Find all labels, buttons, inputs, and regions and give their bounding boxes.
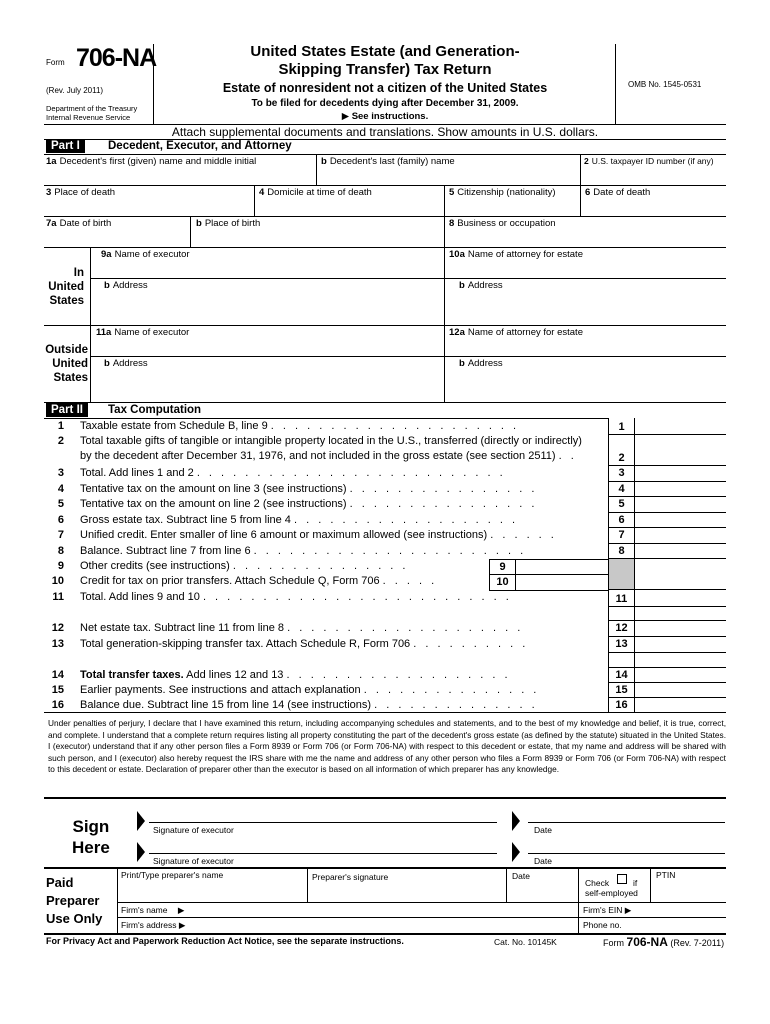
- foreign-attorney-address-input[interactable]: [448, 371, 724, 401]
- revision-date: (Rev. July 2011): [46, 86, 104, 95]
- check-label: Check: [585, 878, 610, 888]
- us-executor-address-input[interactable]: [94, 293, 442, 323]
- line-10-amount[interactable]: [517, 576, 607, 589]
- form-subtitle: Estate of nonresident not a citizen of the United States: [222, 81, 548, 95]
- line-11: 11 Total. Add lines 9 and 10 . . . . . . . . . . . . . . . . . . . . . . . . . .: [52, 591, 512, 603]
- firm-address-label: Firm's address ▶: [121, 920, 186, 930]
- firm-ein-label: Firm's EIN ▶: [583, 905, 632, 915]
- us-executor-name-input[interactable]: [94, 261, 442, 277]
- field-12a-label: 12a Name of attorney for estate: [449, 327, 583, 338]
- line-9: 9 Other credits (see instructions) . . . . . . . . . . . . . . .: [57, 560, 409, 572]
- executor-date-1[interactable]: [528, 808, 725, 822]
- box-num-14: 14: [615, 669, 628, 681]
- field-1a-label: 1a Decedent's first (given) name and middle initial: [46, 156, 257, 167]
- field-1b-label: b Decedent's last (family) name: [321, 156, 455, 167]
- field-12b-label: b Address: [459, 358, 503, 369]
- field-9b-label: b Address: [104, 280, 148, 291]
- line-10: 10 Credit for tax on prior transfers. Attach Schedule Q, Form 706 . . . . .: [51, 575, 438, 587]
- executor-signature-1[interactable]: [149, 808, 497, 822]
- preparer-label: Preparer: [46, 893, 100, 908]
- line-15-amount[interactable]: [636, 683, 726, 696]
- citizenship-input[interactable]: [448, 199, 578, 215]
- box-num-6: 6: [618, 514, 625, 526]
- us-attorney-address-input[interactable]: [448, 293, 724, 323]
- arrow-right-icon: [137, 811, 145, 831]
- line-8-amount[interactable]: [636, 544, 726, 557]
- box-num-8: 8: [618, 545, 625, 557]
- firm-ein-input[interactable]: [640, 903, 725, 916]
- filing-note: To be filed for decedents dying after December 31, 2009.: [251, 98, 519, 109]
- arrow-right-icon: [512, 842, 520, 862]
- preparer-name-input[interactable]: [121, 882, 305, 900]
- line-7-amount[interactable]: [636, 529, 726, 542]
- date-of-birth-input[interactable]: [46, 230, 188, 246]
- form-title-line2: Skipping Transfer) Tax Return: [278, 61, 492, 78]
- line-2-amount[interactable]: [636, 451, 726, 464]
- field-8-label: 8 Business or occupation: [449, 218, 556, 229]
- line-15: 15 Earlier payments. See instructions and attach explanation . . . . . . . . . . . . . . .: [51, 684, 540, 696]
- line-3: 3 Total. Add lines 1 and 2 . . . . . . . . . . . . . . . . . . . . . . . . . .: [57, 467, 506, 479]
- field-10a-label: 10a Name of attorney for estate: [449, 249, 583, 260]
- preparer-date-label: Date: [512, 871, 530, 881]
- place-of-birth-input[interactable]: [194, 230, 442, 246]
- signature-of-executor-2: Signature of executor: [153, 856, 234, 866]
- field-10b-label: b Address: [459, 280, 503, 291]
- line-9-amount[interactable]: [517, 560, 607, 573]
- line-1-amount[interactable]: [636, 420, 726, 433]
- field-4-label: 4 Domicile at time of death: [259, 187, 372, 198]
- box-num-10: 10: [496, 576, 509, 588]
- arrow-right-icon: ▶: [341, 111, 350, 122]
- firm-name-input[interactable]: [205, 903, 576, 916]
- foreign-executor-address-input[interactable]: [94, 371, 442, 401]
- box-num-11: 11: [615, 593, 628, 605]
- field-7a-label: 7a Date of birth: [46, 218, 112, 229]
- ptin-label: PTIN: [656, 870, 676, 880]
- attach-instruction: Attach supplemental documents and translations. Show amounts in U.S. dollars.: [171, 125, 599, 139]
- line-4-amount[interactable]: [636, 483, 726, 496]
- field-9a-label: 9a Name of executor: [101, 249, 190, 260]
- line-14-amount[interactable]: [636, 668, 726, 681]
- in-united-states-label: In United States: [48, 267, 84, 307]
- box-num-9: 9: [499, 561, 506, 573]
- decedent-last-name-input[interactable]: [320, 168, 578, 184]
- place-of-death-input[interactable]: [46, 199, 252, 215]
- department-line1: Department of the Treasury: [46, 104, 138, 113]
- phone-input[interactable]: [630, 918, 725, 932]
- firm-name-label: Firm's name ▶: [121, 905, 185, 915]
- field-7b-label: b Place of birth: [196, 218, 261, 229]
- field-5-label: 5 Citizenship (nationality): [449, 187, 556, 198]
- box-num-4: 4: [618, 483, 625, 495]
- omb-number: OMB No. 1545-0531: [628, 80, 702, 89]
- line-11-amount[interactable]: [636, 591, 726, 605]
- line-16-amount[interactable]: [636, 698, 726, 711]
- box-num-16: 16: [615, 699, 628, 711]
- occupation-input[interactable]: [448, 230, 724, 246]
- line-12-amount[interactable]: [636, 622, 726, 635]
- box-num-1: 1: [618, 421, 625, 433]
- box-num-2: 2: [618, 452, 625, 464]
- if-label: if: [633, 878, 638, 888]
- line-16: 16 Balance due. Subtract line 15 from line 14 (see instructions) . . . . . . . . . . . . . .: [51, 699, 538, 711]
- line-2-cont: by the decedent after December 31, 1976, and not included in the gross estate (see section 2511) . .: [80, 450, 577, 462]
- line-3-amount[interactable]: [636, 467, 726, 480]
- executor-signature-2[interactable]: [149, 839, 497, 853]
- taxpayer-id-input[interactable]: [584, 168, 724, 184]
- self-employed-checkbox[interactable]: [617, 874, 627, 884]
- outside-united-states-label: Outside United States: [45, 344, 88, 384]
- firm-address-input[interactable]: [205, 918, 576, 932]
- line-2: 2 Total taxable gifts of tangible or intangible property located in the U.S., transferred (directly or indirectly): [57, 435, 582, 447]
- use-only-label: Use Only: [46, 911, 103, 926]
- line-13-amount[interactable]: [636, 638, 726, 651]
- line-4: 4 Tentative tax on the amount on line 3 (see instructions) . . . . . . . . . . . . . . . .: [57, 483, 538, 495]
- field-11a-label: 11a Name of executor: [96, 327, 190, 338]
- field-6-label: 6 Date of death: [585, 187, 651, 198]
- box-num-5: 5: [618, 498, 625, 510]
- line-1: 1 Taxable estate from Schedule B, line 9 . . . . . . . . . . . . . . . . . . . . .: [57, 420, 520, 432]
- signature-of-executor-1: Signature of executor: [153, 825, 234, 835]
- foreign-attorney-name-input[interactable]: [448, 339, 724, 355]
- box-num-15: 15: [615, 684, 628, 696]
- line-5: 5 Tentative tax on the amount on line 2 (see instructions) . . . . . . . . . . . . . . . .: [57, 498, 538, 510]
- line-6-amount[interactable]: [636, 513, 726, 526]
- line-5-amount[interactable]: [636, 498, 726, 511]
- preparer-signature-input[interactable]: [311, 884, 504, 900]
- date-of-death-input[interactable]: [584, 199, 724, 215]
- arrow-right-icon: ▶: [624, 905, 632, 915]
- box-num-7: 7: [618, 529, 625, 541]
- line-8: 8 Balance. Subtract line 7 from line 6 . . . . . . . . . . . . . . . . . . . . . . .: [57, 545, 527, 557]
- form-label: Form: [46, 58, 65, 67]
- department-line2: Internal Revenue Service: [46, 113, 131, 122]
- preparer-signature-label: Preparer's signature: [312, 872, 389, 882]
- arrow-right-icon: [512, 811, 520, 831]
- executor-date-2[interactable]: [528, 839, 725, 853]
- privacy-notice: For Privacy Act and Paperwork Reduction Act Notice, see the separate instructions.: [46, 936, 404, 946]
- line-14: 14 Total transfer taxes. Add lines 12 and 13 . . . . . . . . . . . . . . . . . . .: [51, 669, 511, 681]
- box-num-12: 12: [615, 622, 628, 634]
- form-title-line1: United States Estate (and Generation-: [250, 43, 520, 60]
- date-label-1: Date: [534, 825, 552, 835]
- see-instructions: See instructions.: [351, 111, 429, 122]
- field-11b-label: b Address: [104, 358, 148, 369]
- self-employed-label: self-employed: [585, 888, 638, 898]
- part2-label: Part II: [46, 403, 88, 417]
- here-label: Here: [72, 838, 110, 857]
- field-2-label: 2 U.S. taxpayer ID number (if any): [584, 156, 714, 166]
- arrow-right-icon: ▶: [178, 920, 186, 930]
- field-3-label: 3 Place of death: [46, 187, 116, 198]
- box-num-13: 13: [615, 638, 628, 650]
- us-attorney-name-input[interactable]: [448, 261, 724, 277]
- box-num-3: 3: [618, 467, 625, 479]
- part1-label: Part I: [46, 139, 85, 153]
- arrow-right-icon: ▶: [177, 905, 185, 915]
- form-number: 706-NA: [76, 44, 157, 72]
- decedent-first-name-input[interactable]: [46, 168, 314, 184]
- ptin-input[interactable]: [654, 882, 725, 900]
- part2-title: Tax Computation: [108, 404, 202, 416]
- sign-label: Sign: [72, 817, 110, 836]
- catalog-number: Cat. No. 10145K: [494, 937, 557, 947]
- paid-label: Paid: [46, 875, 74, 890]
- line-7: 7 Unified credit. Enter smaller of line 6 amount or maximum allowed (see instructions) . . . . . .: [57, 529, 557, 541]
- line-6: 6 Gross estate tax. Subtract line 5 from line 4 . . . . . . . . . . . . . . . . . . .: [57, 514, 519, 526]
- line-12: 12 Net estate tax. Subtract line 11 from line 8 . . . . . . . . . . . . . . . . . . . .: [51, 622, 524, 634]
- print-name-label: Print/Type preparer's name: [121, 870, 224, 880]
- footer-form-id: Form 706-NA (Rev. 7-2011): [603, 935, 725, 949]
- line-13: 13 Total generation-skipping transfer tax. Attach Schedule R, Form 706 . . . . . . . . . .: [51, 638, 529, 650]
- part1-title: Decedent, Executor, and Attorney: [108, 140, 292, 152]
- phone-label: Phone no.: [583, 920, 622, 930]
- perjury-statement: Under penalties of perjury, I declare that I have examined this return, including accompanying schedules and statements, and to the best of my knowledge and belief, it is true, correct, and complete. I understand that a complete return requires listing all property constituting the part of the decedent's gross estate (as defined by the statute) situated in the United States. I (executor) understand that if any other person files a Form 8939 or Form 706 (or Form 706-NA) with respect to this decedent or estate, that my name and address will be shared with such person, and I (executor) also hereby request the IRS share with me the name and address of any other person who files a Form 8939 or Form 706 (or Form 706-NA) with respect to this decedent or estate. Declaration of preparer other than the executor is based on all information of which preparer has any knowledge.: [48, 718, 726, 775]
- date-label-2: Date: [534, 856, 552, 866]
- arrow-right-icon: [137, 842, 145, 862]
- domicile-input[interactable]: [258, 199, 442, 215]
- preparer-date-input[interactable]: [510, 883, 576, 900]
- foreign-executor-name-input[interactable]: [94, 339, 442, 355]
